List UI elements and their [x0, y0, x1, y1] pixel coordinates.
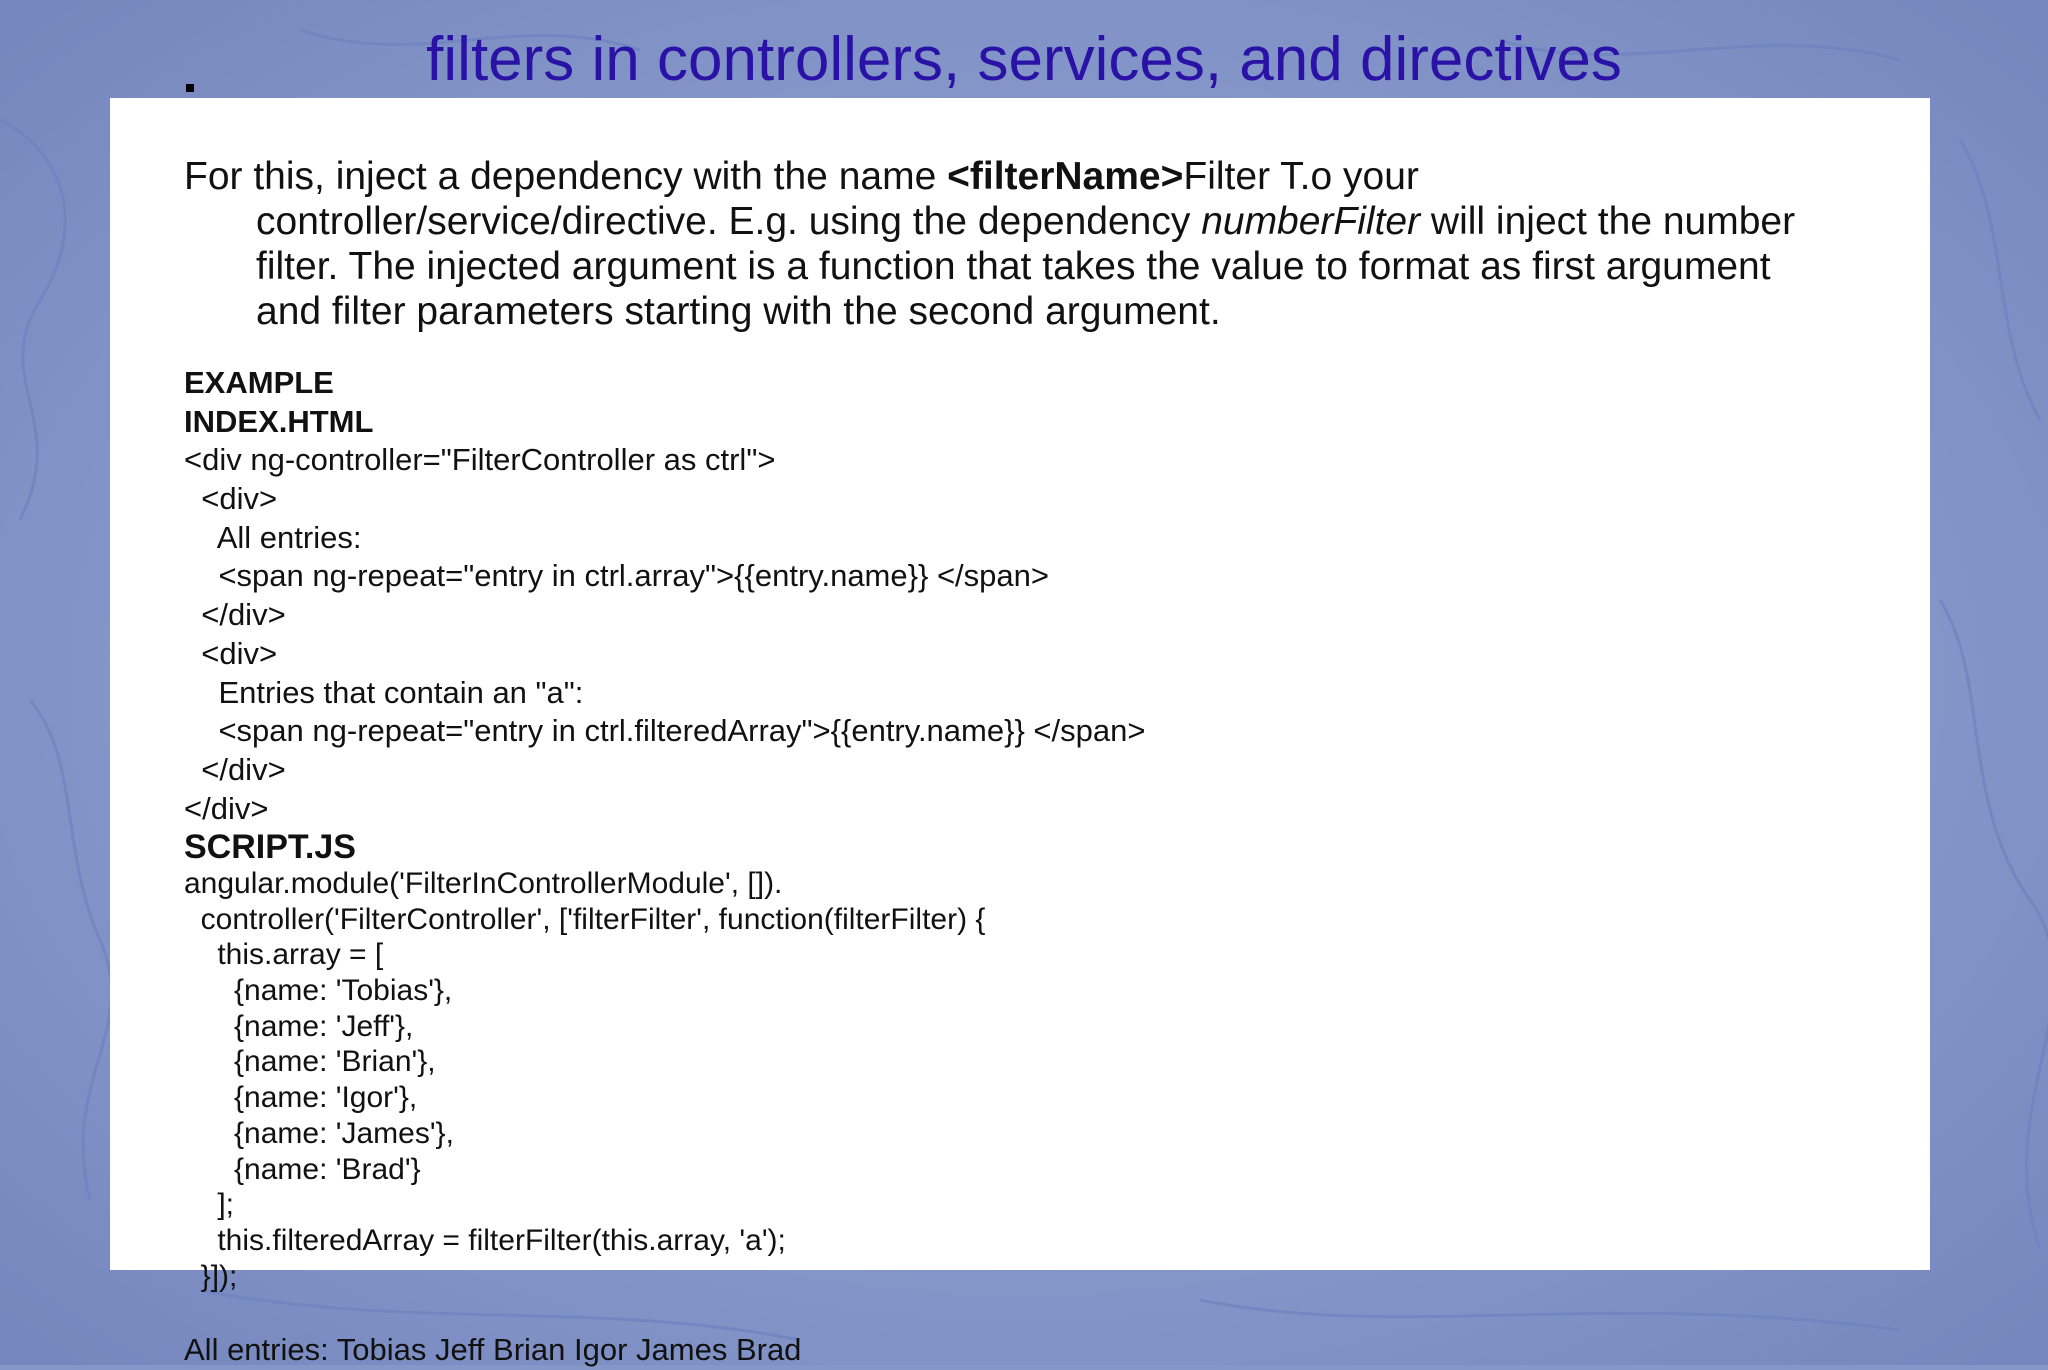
intro-text: Filter T.o your: [1183, 155, 1419, 198]
example-heading: EXAMPLE: [184, 365, 334, 400]
intro-italic-text: numberFilter: [1201, 200, 1421, 243]
rendered-output-line: All entries: Tobias Jeff Brian Igor James Brad: [184, 1332, 802, 1367]
code-line: </div>: [184, 790, 269, 826]
code-line: angular.module('FilterInControllerModule', []).: [184, 867, 783, 900]
html-code-block: [184, 364, 1884, 867]
slide-title: filters in controllers, services, and directives: [426, 25, 1622, 94]
code-line: {name: 'Jeff'},: [184, 1009, 414, 1043]
code-line: <div ng-controller="FilterController as ctrl">: [184, 442, 776, 478]
intro-line: filter. The injected argument is a function that takes the value to format as first argument: [256, 245, 1771, 288]
code-line: controller('FilterController', ['filterFilter', function(filterFilter) {: [184, 902, 986, 936]
code-line: </div>: [184, 597, 286, 633]
code-line: <span ng-repeat="entry in ctrl.filteredArray">{{entry.name}} </span>: [184, 713, 1146, 749]
intro-text: For this, inject a dependency with the name: [184, 155, 948, 198]
intro-paragraph: [184, 154, 1884, 334]
code-line: {name: 'James'},: [184, 1116, 454, 1150]
code-line: <span ng-repeat="entry in ctrl.array">{{entry.name}} </span>: [184, 558, 1049, 594]
code-line: }]);: [184, 1259, 238, 1293]
intro-bold-text: <filterName>: [947, 155, 1184, 198]
code-line: Entries that contain an "a":: [184, 674, 584, 710]
code-line: this.array = [: [184, 938, 384, 972]
code-line: {name: 'Brian'},: [184, 1045, 436, 1079]
code-line: this.filteredArray = filterFilter(this.array, 'a');: [184, 1223, 786, 1257]
code-line: {name: 'Brad'}: [184, 1152, 421, 1186]
intro-line: and filter parameters starting with the second argument.: [256, 290, 1221, 333]
slide-content: [184, 0, 1884, 1365]
js-code-block: [184, 866, 1884, 1294]
code-line: {name: 'Tobias'},: [184, 974, 453, 1008]
code-line: </div>: [184, 751, 286, 787]
js-file-heading: SCRIPT.JS: [184, 828, 356, 867]
code-line: <div>: [184, 635, 278, 671]
bullet-mark: [186, 84, 194, 92]
code-line: All entries:: [184, 519, 362, 555]
intro-line: [184, 199, 1884, 244]
html-file-heading: INDEX.HTML: [184, 403, 374, 439]
code-line: <div>: [184, 481, 278, 517]
intro-text: will inject the number: [1420, 200, 1796, 243]
intro-line: [184, 154, 1884, 199]
code-line: ];: [184, 1188, 235, 1222]
intro-text: controller/service/directive. E.g. using the dependency: [256, 200, 1202, 243]
code-line: {name: 'Igor'},: [184, 1081, 418, 1115]
